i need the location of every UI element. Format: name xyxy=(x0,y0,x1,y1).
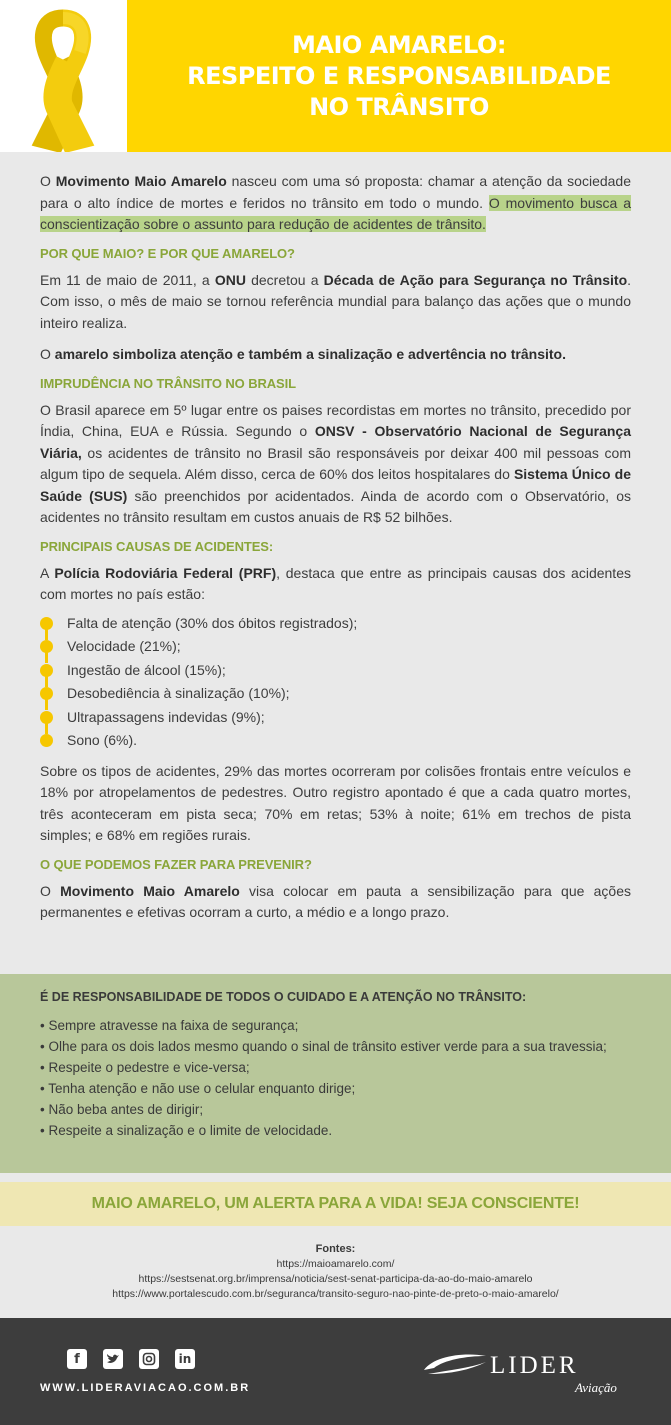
logo-text: LIDER xyxy=(490,1352,579,1379)
paragraph: Em 11 de maio de 2011, a ONU decretou a Década de Ação para Segurança no Trânsito. Com isso, o mês de maio se tornou referência mundial para balanço das ações que o mundo inteiro realiza. xyxy=(40,271,632,331)
slogan-text: MAIO AMARELO, UM ALERTA PARA A VIDA! SEJA CONSCIENTE! xyxy=(91,1195,580,1212)
title-line: RESPEITO E RESPONSABILIDADE xyxy=(187,61,611,90)
list-item: • Não beba antes de dirigir; xyxy=(40,1102,204,1117)
slogan-banner xyxy=(0,1182,671,1226)
list-item: • Respeite a sinalização e o limite de velocidade. xyxy=(40,1123,333,1138)
list-item: Desobediência à sinalização (10%); xyxy=(40,682,631,706)
main-content xyxy=(0,152,671,974)
website-url[interactable]: WWW.LIDERAVIACAO.COM.BR xyxy=(40,1382,251,1394)
list-item: Ultrapassagens indevidas (9%); xyxy=(40,706,631,730)
title-line: MAIO AMARELO: xyxy=(292,30,506,59)
facebook-icon[interactable]: f xyxy=(67,1349,87,1369)
list-item: Falta de atenção (30% dos óbitos registrados); xyxy=(40,612,631,636)
box-heading: É DE RESPONSABILIDADE DE TODOS O CUIDADO E A ATENÇÃO NO TRÂNSITO: xyxy=(40,990,527,1004)
paragraph: O Brasil aparece em 5º lugar entre os paises recordistas em mortes no trânsito, precedido por Índia, China, EUA e Rússia. Segundo o ONSV - Observatório Nacional de Segurança Viária, os acidentes de trânsito no Brasil são responsáveis por deixar 400 mil pessoas com algum tipo de sequela. Além disso, cerca de 60% dos leitos hospitalares do Sistema Único de Saúde (SUS) são preenchidos por acidentados. Ainda de acordo com o Observatório, os acidentes no trânsito resultam em custos anuais de R$ 52 bilhões. xyxy=(40,401,632,525)
header xyxy=(0,0,671,152)
list-item: Ingestão de álcool (15%); xyxy=(40,659,631,683)
footer xyxy=(0,1318,671,1425)
list-item: • Sempre atravesse na faixa de segurança; xyxy=(40,1018,299,1033)
list-item: • Tenha atenção e não use o celular enquanto dirige; xyxy=(40,1081,356,1096)
paragraph: O Movimento Maio Amarelo visa colocar em pauta a sensibilização para que ações permanentes e efetivas ocorram a curto, a médio e a longo prazo. xyxy=(40,882,631,920)
section-heading: PRINCIPAIS CAUSAS DE ACIDENTES: xyxy=(40,538,274,554)
instagram-icon[interactable] xyxy=(139,1349,159,1369)
list-item: • Respeite o pedestre e vice-versa; xyxy=(40,1060,250,1075)
section-heading: O QUE PODEMOS FAZER PARA PREVENIR? xyxy=(40,856,312,872)
sources-title: Fontes: xyxy=(315,1243,356,1255)
logo-subtext: Aviação xyxy=(575,1380,617,1395)
highlighted-text: O movimento busca a conscientização sobre o assunto para redução de acidentes de trânsito. xyxy=(40,194,631,232)
responsibility-box xyxy=(0,974,671,1173)
section-heading: POR QUE MAIO? E POR QUE AMARELO? xyxy=(40,245,295,261)
sources xyxy=(0,1232,671,1312)
causes-list xyxy=(40,612,631,753)
paragraph: A Polícia Rodoviária Federal (PRF), destaca que entre as principais causas dos acidentes com mortes no país estão: xyxy=(40,564,631,602)
paragraph: O amarelo simboliza atenção e também a sinalização e advertência no trânsito. xyxy=(40,346,566,362)
list-item: Sono (6%). xyxy=(40,729,631,753)
intro-paragraph: O Movimento Maio Amarelo nasceu com uma só proposta: chamar a atenção da sociedade para o alto índice de mortes e feridos no trânsito em todo o mundo. O movimento busca a conscientização sobre o assunto para redução de acidentes de trânsito. xyxy=(40,173,631,232)
source-link[interactable]: https://maioamarelo.com/ xyxy=(276,1258,395,1270)
linkedin-icon[interactable]: in xyxy=(175,1349,195,1369)
list-item: Velocidade (21%); xyxy=(40,635,631,659)
page-title xyxy=(127,0,671,152)
section-heading: IMPRUDÊNCIA NO TRÂNSITO NO BRASIL xyxy=(40,375,296,391)
title-line: NO TRÂNSITO xyxy=(309,92,489,121)
source-link[interactable]: https://www.portalescudo.com.br/seguranca/transito-seguro-nao-pinte-de-preto-o-maio-amarelo/ xyxy=(112,1288,559,1300)
lider-logo xyxy=(420,1346,640,1406)
yellow-ribbon-icon xyxy=(0,0,127,152)
tips-list xyxy=(40,1015,631,1141)
social-links xyxy=(67,1349,195,1369)
source-link[interactable]: https://sestsenat.org.br/imprensa/noticia/sest-senat-participa-da-ao-do-maio-amarelo xyxy=(138,1273,533,1285)
paragraph: Sobre os tipos de acidentes, 29% das mortes ocorreram por colisões frontais entre veículos e 18% por atropelamentos de pedestres. Outro registro apontado é que a cada quatro mortes, três aconteceram em pista seca; 70% em retas; 53% à noite; 61% em trechos de pista simples; e 68% em regiões rurais. xyxy=(40,762,631,843)
list-item: • Olhe para os dois lados mesmo quando o sinal de trânsito estiver verde para a sua travessia; xyxy=(40,1039,607,1054)
bullet-dot-icon xyxy=(40,734,53,747)
twitter-icon[interactable] xyxy=(103,1349,123,1369)
lider-swoosh-icon xyxy=(420,1348,490,1378)
